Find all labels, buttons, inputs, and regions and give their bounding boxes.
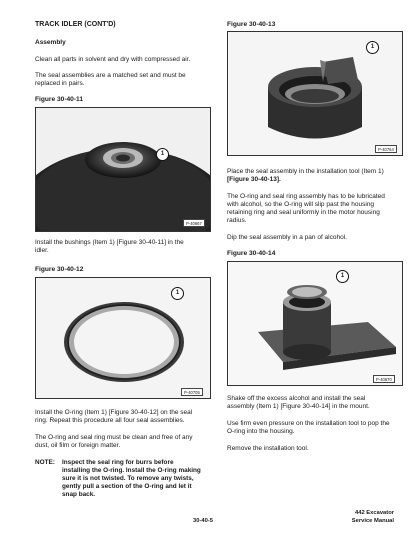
paragraph-pressure-line1: Use firm even pressure on the installation tool to pop the (227, 420, 390, 427)
figure-12-title: Figure 30-40-12 (35, 266, 84, 273)
figure-14-title: Figure 30-40-14 (227, 250, 276, 257)
footer-model: 442 Excavator (355, 510, 394, 516)
paragraph-lubricate-line3: retaining ring and seal uniformly in the motor housing (227, 209, 380, 216)
paragraph-clean: Clean all parts in solvent and dry with compressed air. (35, 56, 191, 63)
note-line-5: snap back. (62, 491, 96, 498)
note-line-3: sure it is not twisted. To remove any twists, (62, 475, 194, 482)
paragraph-lubricate-line1: The O-ring and seal ring assembly has to be lubricated (227, 193, 385, 200)
figure-14-code: P-40670 (373, 375, 395, 383)
figure-11-photo (35, 107, 211, 232)
note-line-1: Inspect the seal ring for burrs before (62, 459, 174, 466)
figure-11-title: Figure 30-40-11 (35, 96, 84, 103)
paragraph-bushings-line1: Install the bushings (Item 1) [Figure 30-40-11] in the (35, 239, 184, 246)
figure-13-code: P-40764 (375, 145, 397, 153)
figure-12-photo (35, 277, 211, 399)
note-label: NOTE: (35, 459, 55, 466)
paragraph-clean-line2: dust, oil film or foreign matter. (35, 442, 121, 449)
paragraph-oring-line2: ring. Repeat this procedure all four seal assemblies. (35, 417, 185, 424)
seal-in-mount-image (228, 262, 402, 385)
paragraph-remove-tool: Remove the installation tool. (227, 445, 309, 452)
figure-14-callout: 1 (336, 270, 349, 283)
paragraph-place-line2: [Figure 30-40-13]. (227, 176, 281, 183)
paragraph-shake-line2: assembly (Item 1) [Figure 30-40-14] in the mount. (227, 403, 370, 410)
footer-manual: Service Manual (351, 518, 394, 524)
figure-11-code: P-40667 (183, 219, 205, 227)
note-line-4: gently pull a section of the O-ring and let it (62, 483, 192, 490)
paragraph-lubricate-line2: with alcohol, so the O-ring will slip past the housing (227, 201, 375, 208)
paragraph-shake-line1: Shake off the excess alcohol and install the seal (227, 395, 366, 402)
subheading-assembly: Assembly (35, 39, 66, 46)
paragraph-pressure-line2: O-ring into the housing. (227, 428, 295, 435)
section-title: TRACK IDLER (CONT'D) (35, 21, 116, 28)
paragraph-oring-line1: Install the O-ring (Item 1) [Figure 30-40-12] on the seal (35, 409, 193, 416)
figure-12-code: P-40705 (181, 388, 203, 396)
paragraph-place-line1: Place the seal assembly in the installation tool (Item 1) (227, 168, 384, 175)
page-number: 30-40-5 (193, 518, 213, 524)
figure-11-callout: 1 (156, 148, 169, 161)
paragraph-lubricate-line4: radius. (227, 217, 247, 224)
figure-14-photo (227, 261, 403, 386)
figure-13-callout: 1 (366, 41, 379, 54)
paragraph-bushings-line2: idler. (35, 247, 49, 254)
idler-bushing-image (36, 108, 210, 231)
paragraph-dip: Dip the seal assembly in a pan of alcohol. (227, 234, 347, 241)
note-line-2: installing the O-ring. Install the O-ring making (62, 467, 201, 474)
figure-12-callout: 1 (171, 287, 184, 300)
paragraph-clean-line1: The O-ring and seal ring must be clean and free of any (35, 434, 193, 441)
paragraph-seal-line2: replaced in pairs. (35, 80, 85, 87)
figure-13-title: Figure 30-40-13 (227, 21, 276, 28)
paragraph-seal-line1: The seal assemblies are a matched set and must be (35, 72, 186, 79)
figure-13-photo (227, 31, 403, 156)
o-ring-image (36, 278, 210, 398)
